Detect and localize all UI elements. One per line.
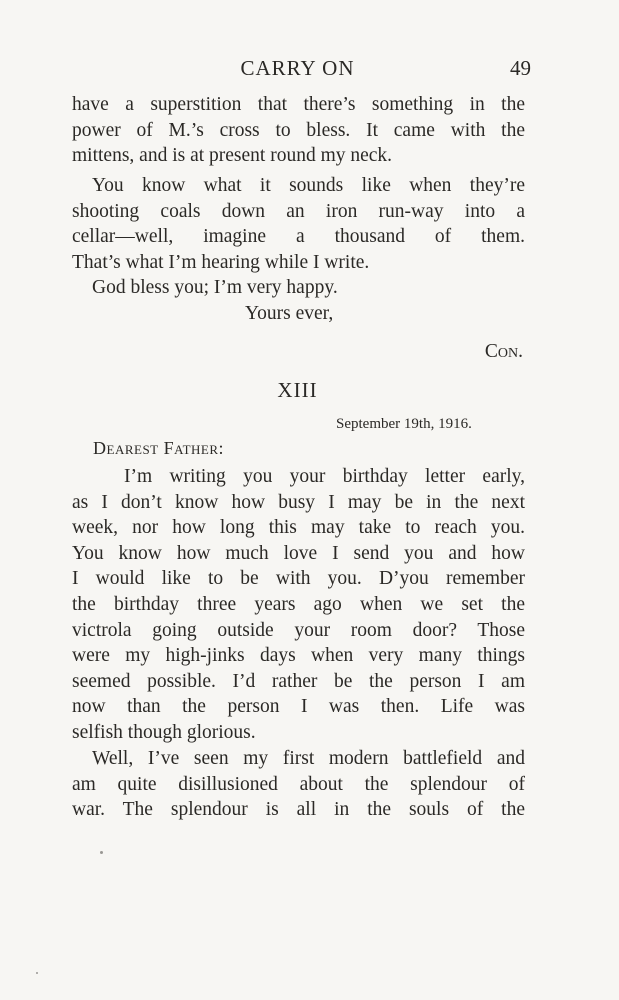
- text-line: power of M.’s cross to bless. It came with the: [72, 119, 525, 141]
- text-line: the birthday three years ago when we set the: [72, 593, 525, 615]
- text-line: Well, I’ve seen my first modern battlefield and: [92, 748, 525, 769]
- closing-line: God bless you; I’m very happy.: [92, 277, 338, 299]
- letter-paragraph-2: [72, 746, 525, 823]
- letter-salutation: Dearest Father:: [93, 438, 225, 458]
- letter-date: September 19th, 1916.: [336, 416, 472, 432]
- running-title: CARRY ON: [240, 56, 355, 80]
- chapter-heading: XIII: [277, 378, 318, 402]
- valediction: Yours ever,: [245, 302, 334, 324]
- text-line: shooting coals down an iron run-way into a: [72, 200, 525, 222]
- text-line: You know what it sounds like when they’re: [92, 175, 525, 196]
- text-line: That’s what I’m hearing while I write.: [72, 251, 370, 273]
- text-line: am quite disillusioned about the splendour of: [72, 773, 525, 795]
- text-line: have a superstition that there’s something in the: [72, 94, 525, 115]
- text-line: You know how much love I send you and how: [72, 542, 525, 564]
- signature: Con.: [484, 340, 523, 362]
- page-number: 49: [510, 56, 531, 80]
- continued-paragraph: [72, 92, 525, 169]
- running-header: [0, 56, 619, 86]
- text-line: seemed possible. I’d rather be the person I am: [72, 670, 525, 692]
- text-line: victrola going outside your room door? Those: [72, 619, 525, 641]
- text-line: I would like to be with you. D’you remember: [72, 568, 525, 590]
- paper-speck: [100, 851, 103, 854]
- text-line: I’m writing you your birthday letter early,: [124, 466, 525, 487]
- paper-speck: [36, 972, 38, 974]
- text-line: week, nor how long this may take to reach you.: [72, 517, 525, 539]
- letter-paragraph-1: [72, 464, 525, 746]
- text-line: selfish though glorious.: [72, 721, 256, 743]
- text-line: mittens, and is at present round my neck.: [72, 145, 393, 167]
- noise-paragraph: [72, 173, 525, 364]
- text-line: were my high-jinks days when very many things: [72, 645, 525, 667]
- text-line: war. The splendour is all in the souls of the: [72, 799, 525, 821]
- text-line: now than the person I was then. Life was: [72, 696, 525, 718]
- text-line: as I don’t know how busy I may be in the next: [72, 491, 525, 513]
- text-line: cellar—well, imagine a thousand of them.: [72, 226, 525, 248]
